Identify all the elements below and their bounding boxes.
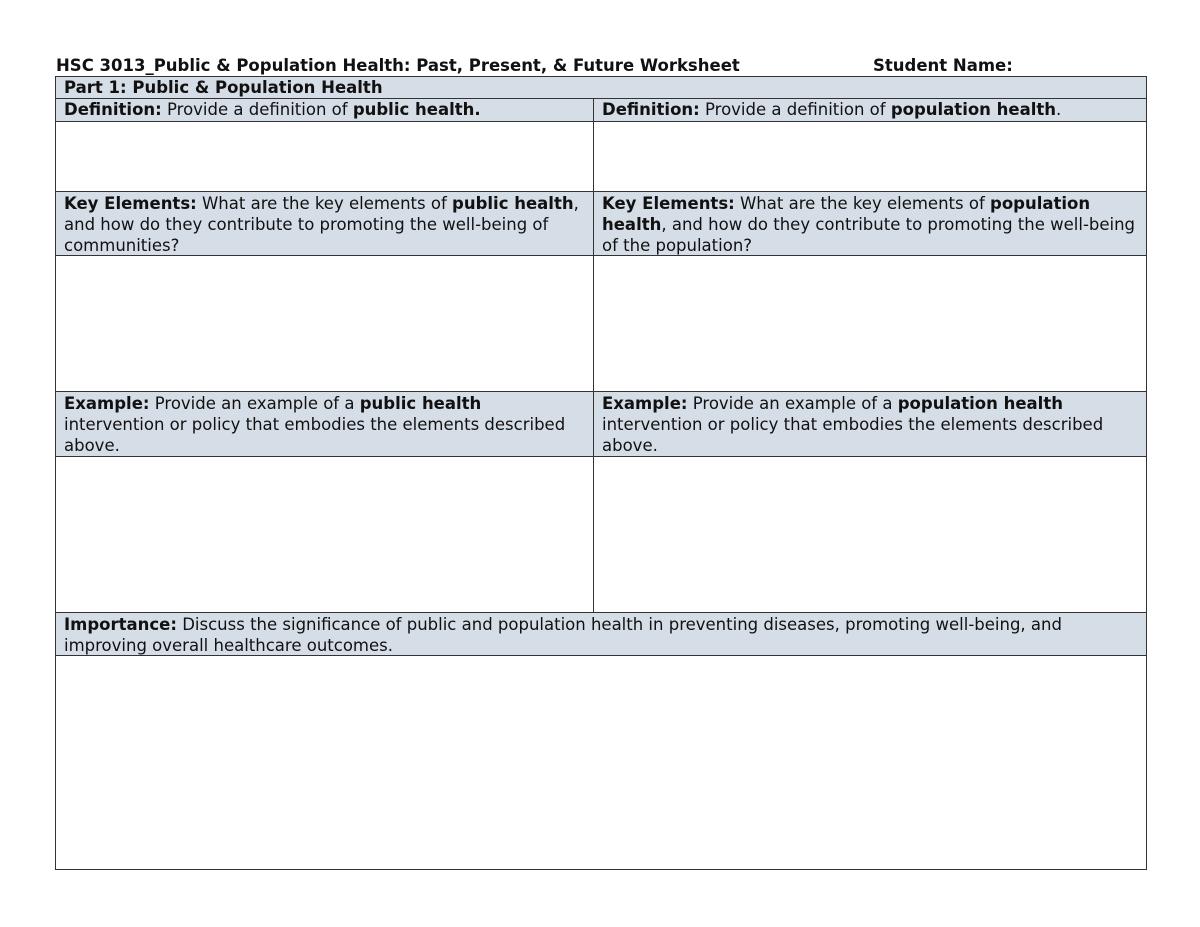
definition-population-prompt [594,99,1146,121]
prompt-label: Key Elements: [602,194,735,213]
column-divider [593,99,594,613]
row-divider [56,612,1146,613]
prompt-emphasis: public health [359,394,482,413]
prompt-label: Definition: [64,100,162,119]
page-header [55,55,1147,77]
row-divider [56,255,1146,256]
key-elements-population-answer[interactable] [594,256,1146,391]
worksheet-title: HSC 3013_Public & Population Health: Past, Present, & Future Worksheet [56,56,740,75]
prompt-text: What are the key elements of [734,194,991,213]
example-public-prompt [56,392,593,456]
part-title: Part 1: Public & Population Health [64,78,383,97]
prompt-text: Provide a definition of [161,100,353,119]
prompt-text: Discuss the significance of public and population health in preventing diseases, promoting well-being, and improving overall healthcare outcomes. [64,615,1062,655]
prompt-label: Example: [602,394,688,413]
prompt-emphasis: population health [602,194,1091,234]
example-population-prompt [594,392,1146,456]
row-divider [56,98,1146,99]
prompt-tail: , and how do they contribute to promoting the well-being of the population? [602,215,1136,255]
example-population-answer[interactable] [594,457,1146,612]
student-name-label: Student Name: [873,56,1013,75]
key-elements-public-prompt [56,192,593,255]
row-divider [56,121,1146,122]
prompt-label: Example: [64,394,150,413]
row-divider [56,191,1146,192]
importance-answer[interactable] [56,656,1146,869]
worksheet-table [55,76,1147,870]
key-elements-population-prompt [594,192,1146,255]
definition-population-answer[interactable] [594,122,1146,191]
prompt-label: Importance: [64,615,177,634]
prompt-label: Key Elements: [64,194,197,213]
definition-public-prompt [56,99,593,121]
prompt-text: Provide a definition of [699,100,891,119]
row-divider [56,655,1146,656]
importance-prompt [56,613,1146,655]
prompt-emphasis: public health [452,194,574,213]
part-title-cell [56,77,1146,98]
prompt-emphasis: population health [890,100,1057,119]
prompt-emphasis: public health. [352,100,481,119]
prompt-text: What are the key elements of [196,194,453,213]
definition-public-answer[interactable] [56,122,593,191]
prompt-emphasis: population health [897,394,1063,413]
prompt-tail: intervention or policy that embodies the elements described above. [602,415,1104,455]
prompt-label: Definition: [602,100,700,119]
prompt-tail: intervention or policy that embodies the elements described above. [64,415,566,455]
prompt-tail: , and how do they contribute to promoting the well-being of communities? [64,194,579,255]
prompt-text: Provide an example of a [149,394,360,413]
row-divider [56,456,1146,457]
example-public-answer[interactable] [56,457,593,612]
row-divider [56,391,1146,392]
key-elements-public-answer[interactable] [56,256,593,391]
prompt-tail: . [1056,100,1062,119]
prompt-text: Provide an example of a [687,394,898,413]
